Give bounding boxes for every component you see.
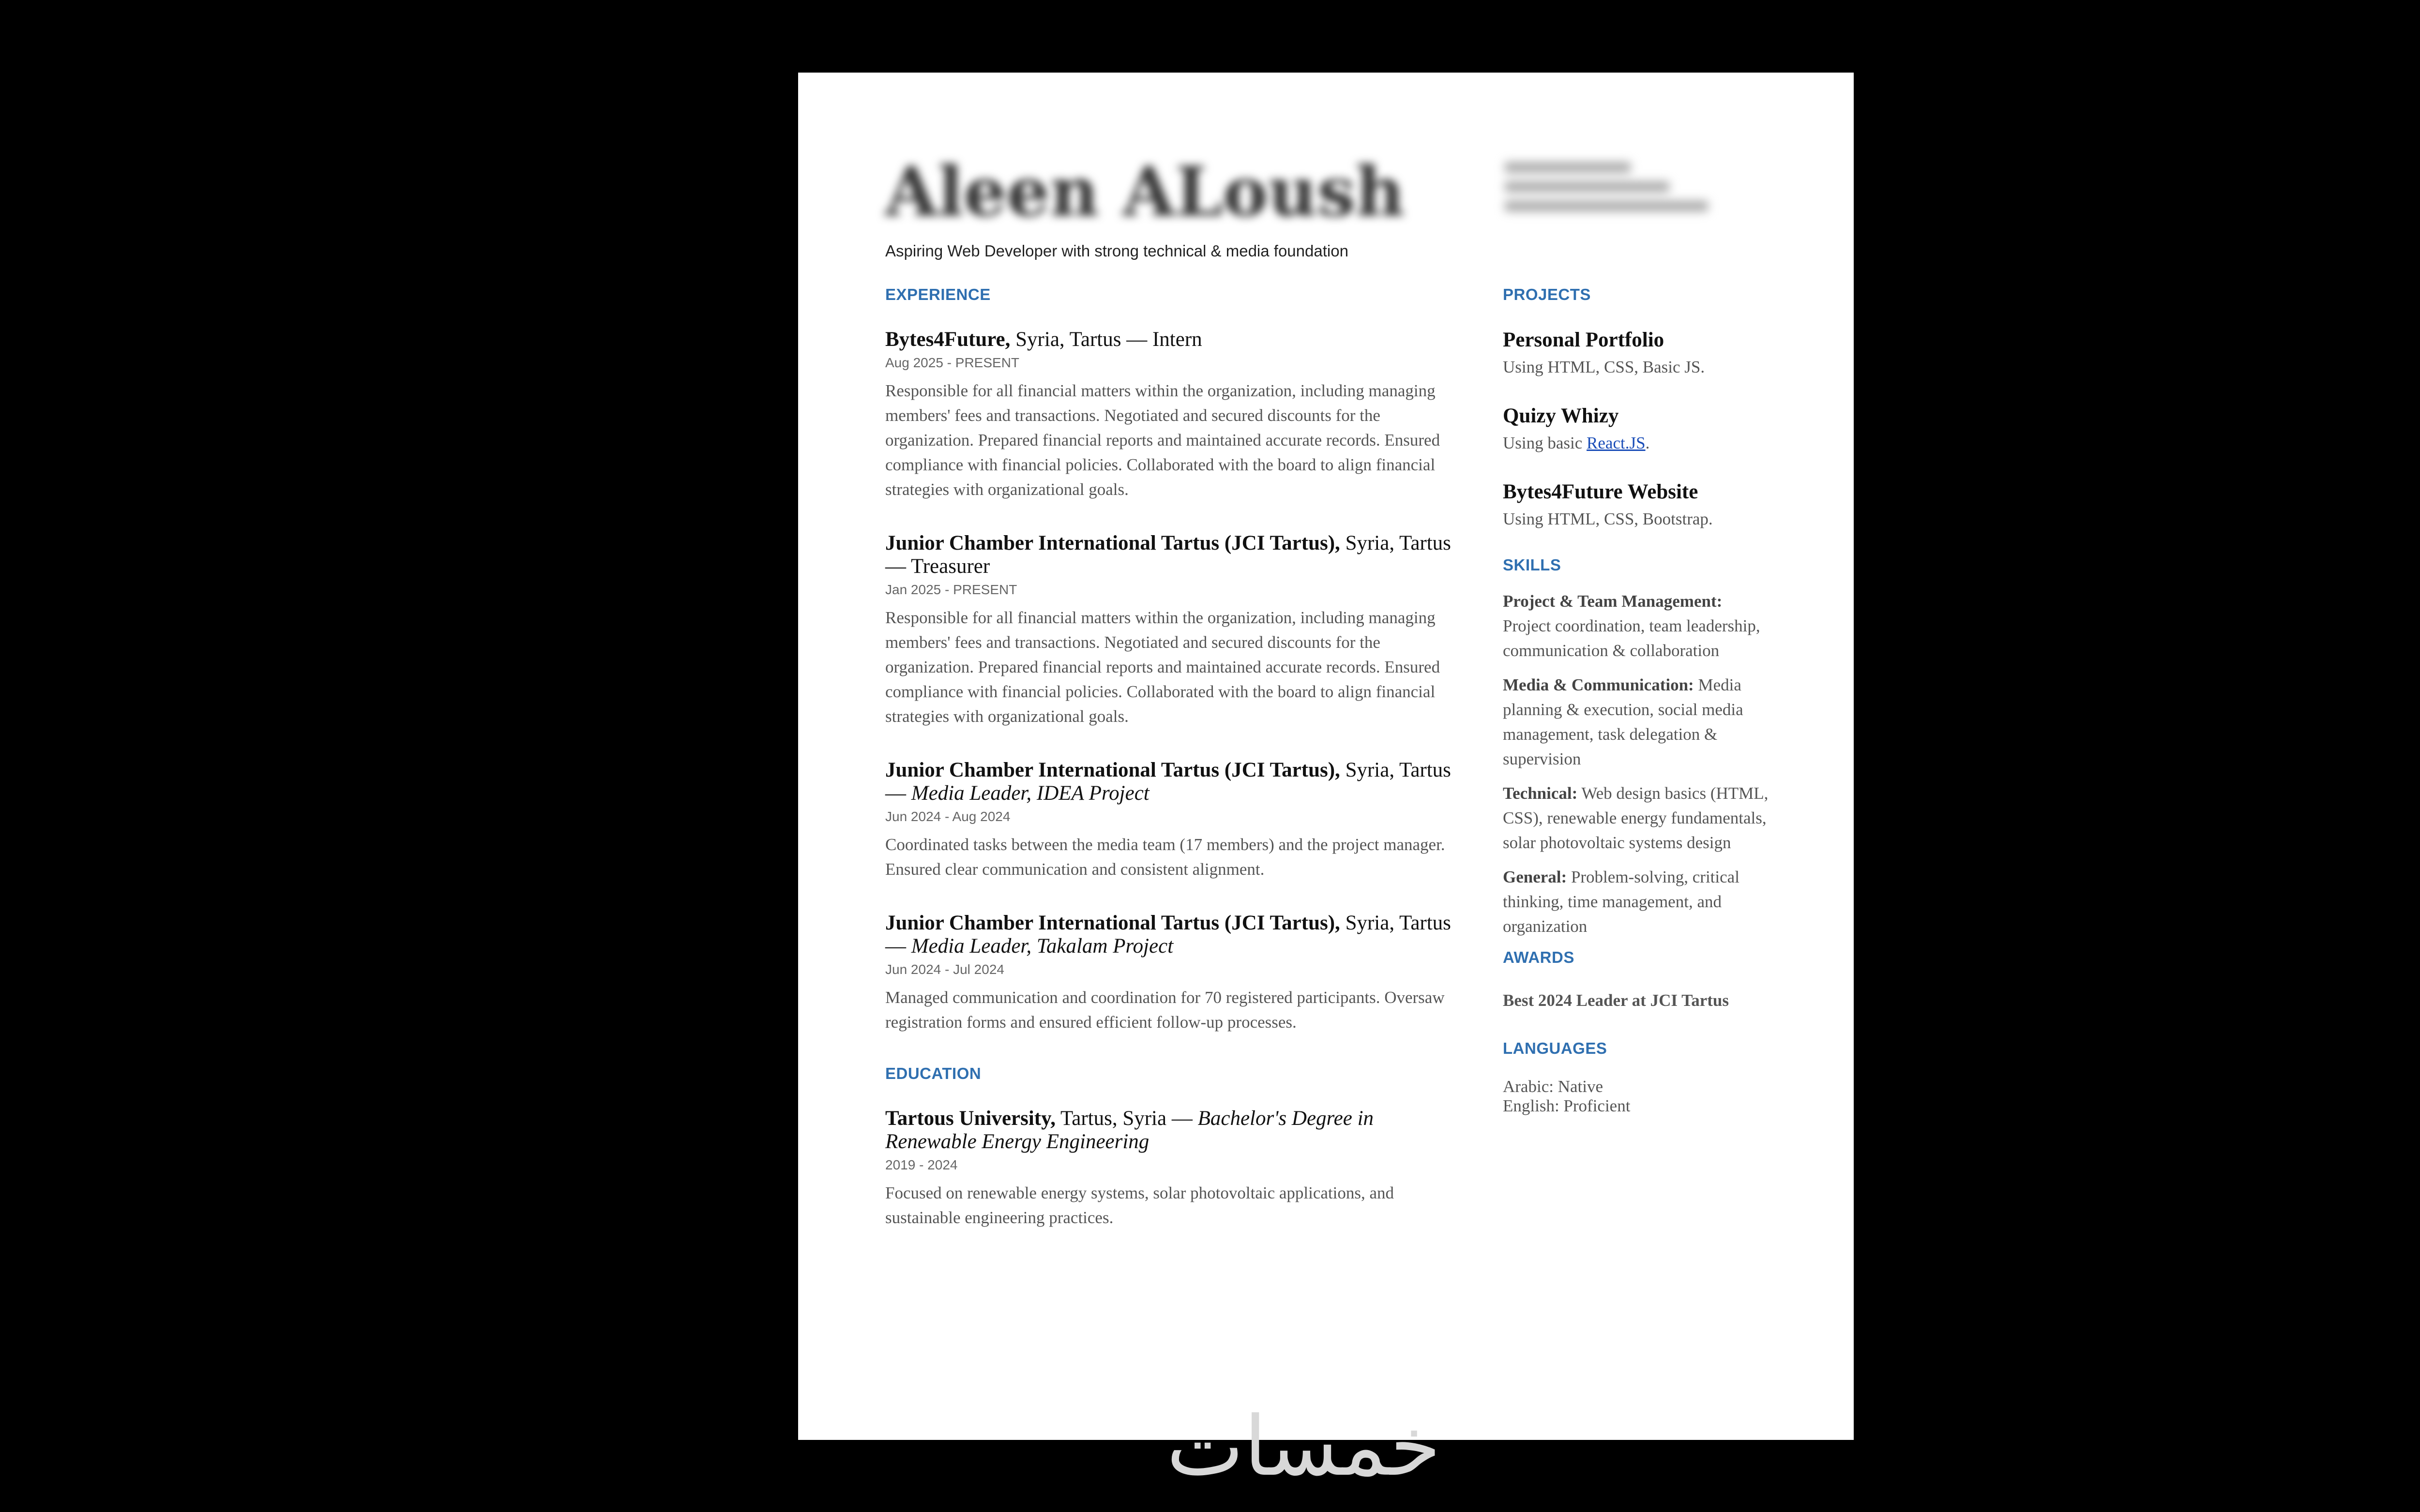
entry-title <box>885 1107 1466 1153</box>
language-list <box>1503 1077 1774 1116</box>
award-item: Best 2024 Leader at JCI Tartus <box>1503 991 1729 1010</box>
entry-role: Treasurer <box>910 555 990 578</box>
watermark-logo: خمسات <box>1166 1399 1441 1495</box>
entry-title <box>885 759 1466 805</box>
languages-section-title: LANGUAGES <box>1503 1039 1607 1057</box>
entry-date: 2019 - 2024 <box>885 1157 958 1172</box>
skill-text: Project coordination, team leadership, communication & collaboration <box>1503 616 1760 660</box>
entry-title <box>885 532 1466 578</box>
entry-date: Aug 2025 - PRESENT <box>885 355 1020 370</box>
entry-org: Junior Chamber International Tartus (JCI Tartus), <box>885 532 1340 554</box>
blurred-contact-info <box>1505 162 1708 220</box>
entry-place: Syria, Tartus — <box>885 759 1451 805</box>
skill-label: Technical: <box>1503 784 1578 803</box>
entry-org: Tartous University, <box>885 1107 1056 1130</box>
entry-description: Coordinated tasks between the media team (17 members) and the project manager. Ensured clear communication and consistent alignment. <box>885 835 1445 879</box>
project-item <box>1503 480 1774 529</box>
project-link[interactable]: React.JS <box>1587 434 1646 452</box>
project-desc-prefix: Using basic <box>1503 434 1587 452</box>
language-item: English: Proficient <box>1503 1096 1631 1115</box>
project-name: Personal Portfolio <box>1503 329 1664 351</box>
entry-title <box>885 328 1466 351</box>
entry-title <box>885 912 1466 958</box>
tagline: Aspiring Web Developer with strong technical & media foundation <box>885 242 1348 260</box>
education-section-title: EDUCATION <box>885 1064 982 1082</box>
entry-place: Tartus, Syria — <box>1056 1107 1198 1130</box>
skill-label: Media & Communication: <box>1503 675 1694 694</box>
education-entry <box>885 1107 1466 1230</box>
projects-section-title: PROJECTS <box>1503 285 1591 303</box>
skills-section-title: SKILLS <box>1503 556 1561 574</box>
experience-entry <box>885 328 1466 502</box>
entry-date: Jun 2024 - Aug 2024 <box>885 809 1011 824</box>
entry-role: Media Leader, IDEA Project <box>911 782 1150 805</box>
entry-role: Media Leader, Takalam Project <box>911 935 1174 958</box>
entry-description: Responsible for all financial matters within the organization, including managing members' fees and transactions. Negotiated and secured discounts for the organization. Prepared financial reports and maintained accurate records. Ensured compliance with financial policies. Collaborated with the board to align financial strategies with organizational goals. <box>885 608 1440 726</box>
entry-description: Responsible for all financial matters within the organization, including managing members' fees and transactions. Negotiated and secured discounts for the organization. Prepared financial reports and maintained accurate records. Ensured compliance with financial policies. Collaborated with the board to align financial strategies with organizational goals. <box>885 381 1440 499</box>
skill-text: Problem-solving, critical thinking, time management, and organization <box>1503 868 1739 936</box>
entry-org: Bytes4Future, <box>885 328 1011 351</box>
side-column <box>1503 285 1774 1116</box>
language-item: Arabic: Native <box>1503 1077 1603 1096</box>
entry-degree: Bachelor's Degree in Renewable Energy Engineering <box>885 1107 1374 1153</box>
experience-entry <box>885 532 1466 729</box>
project-description: Using HTML, CSS, Bootstrap. <box>1503 509 1713 528</box>
experience-section-title: EXPERIENCE <box>885 285 991 303</box>
project-name: Bytes4Future Website <box>1503 480 1698 503</box>
entry-place: Syria, Tartus — <box>885 912 1451 958</box>
education-section <box>885 1064 1466 1230</box>
entry-org: Junior Chamber International Tartus (JCI Tartus), <box>885 912 1340 934</box>
experience-entry <box>885 759 1466 882</box>
awards-section-title: AWARDS <box>1503 948 1574 966</box>
entry-place: Syria, Tartus — <box>885 532 1451 578</box>
skill-label: Project & Team Management: <box>1503 592 1723 611</box>
entry-role: Intern <box>1152 328 1202 351</box>
project-desc-suffix: . <box>1645 434 1650 452</box>
resume-page <box>798 73 1854 1440</box>
skill-item <box>1503 589 1774 663</box>
entry-description: Managed communication and coordination for 70 registered participants. Oversaw registration forms and ensured efficient follow-up processes. <box>885 988 1445 1032</box>
skill-label: General: <box>1503 868 1567 886</box>
skill-text: Web design basics (HTML, CSS), renewable energy fundamentals, solar photovoltaic systems design <box>1503 784 1769 852</box>
project-item <box>1503 404 1774 453</box>
entry-description: Focused on renewable energy systems, solar photovoltaic applications, and sustainable engineering practices. <box>885 1183 1394 1227</box>
project-description: Using HTML, CSS, Basic JS. <box>1503 358 1705 376</box>
experience-entry <box>885 912 1466 1034</box>
skill-item <box>1503 673 1774 771</box>
project-description <box>1503 434 1774 453</box>
skill-item <box>1503 781 1774 855</box>
project-item <box>1503 328 1774 377</box>
entry-date: Jun 2024 - Jul 2024 <box>885 962 1004 977</box>
project-name: Quizy Whizy <box>1503 404 1619 427</box>
entry-date: Jan 2025 - PRESENT <box>885 582 1017 597</box>
skill-text: Media planning & execution, social media management, task delegation & supervision <box>1503 675 1743 768</box>
main-column <box>885 285 1466 1260</box>
entry-place: Syria, Tartus — <box>1010 328 1152 351</box>
blurred-name: Aleen ALoush <box>885 152 1405 232</box>
entry-org: Junior Chamber International Tartus (JCI Tartus), <box>885 759 1340 781</box>
skill-item <box>1503 865 1774 939</box>
